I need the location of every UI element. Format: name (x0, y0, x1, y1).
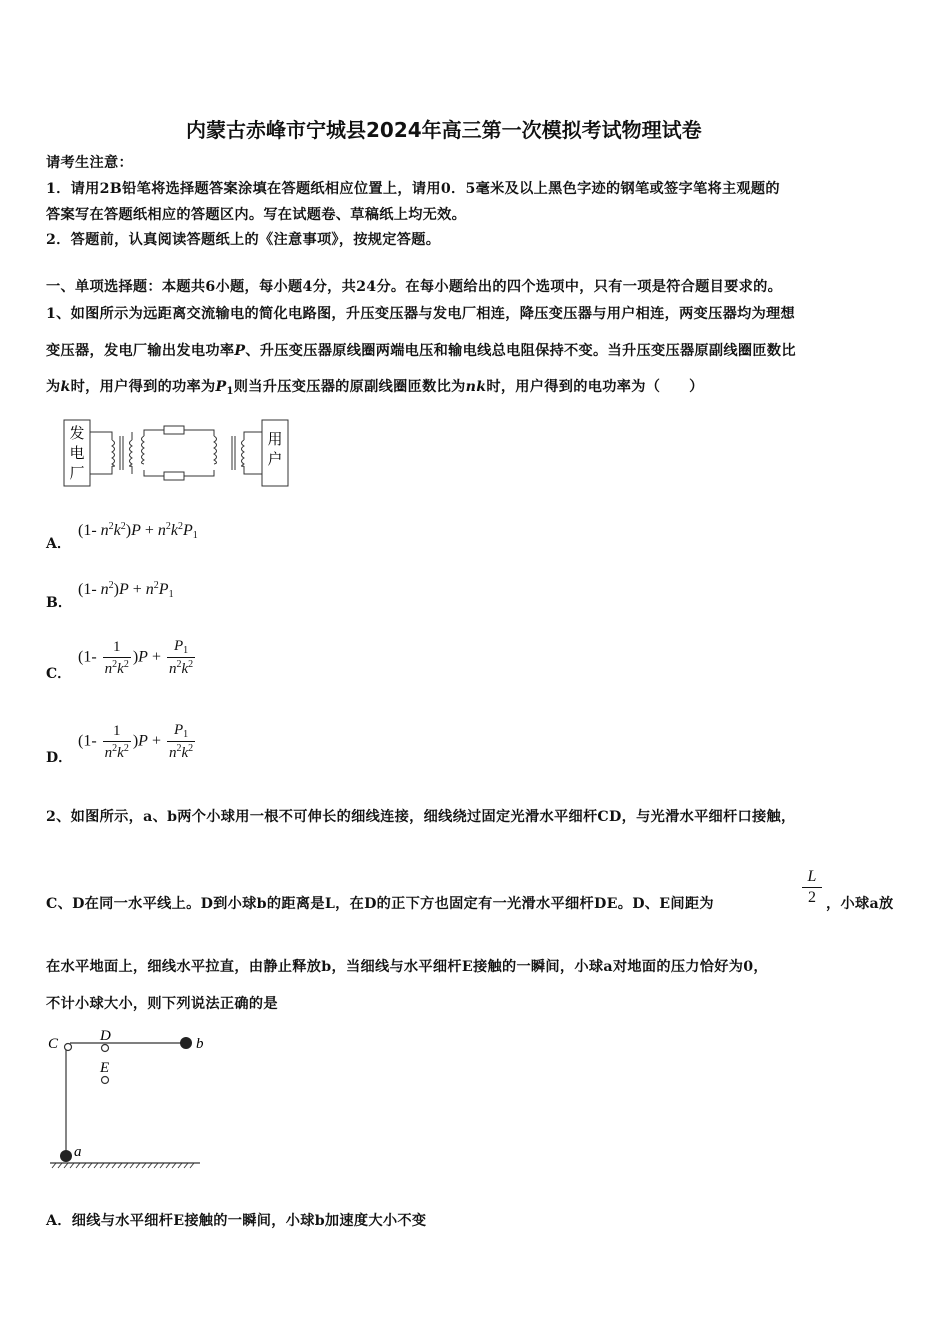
ball-b (180, 1037, 192, 1049)
notice-line-3: 2．答题前，认真阅读答题纸上的《注意事项》，按规定答题。 (46, 232, 441, 248)
section-heading: 一、单项选择题：本题共6小题，每小题4分，共24分。在每小题给出的四个选项中，只有一项是符合题目要求的。 (46, 279, 783, 295)
q1-line-3a: 为 (46, 379, 61, 395)
q2-line-1: 2、如图所示，a、b两个小球用一根不可伸长的细线连接，细线绕过固定光滑水平细杆CD，与光滑水平细杆口接触， (46, 809, 796, 825)
q1-option-b-label[interactable]: B． (46, 595, 72, 611)
rod-E (102, 1077, 109, 1084)
ground-hatching (52, 1163, 194, 1168)
label-D: D (100, 1028, 111, 1044)
q1-option-a-formula[interactable]: (1- $n^2k^2)P + n^2k^2P_1$ (78, 521, 198, 541)
q2-frac-den: 2 (808, 889, 816, 906)
q2-line-4: 不计小球大小，则下列说法正确的是 (46, 996, 278, 1012)
q1-line-1: 1、如图所示为远距离交流输电的简化电路图，升压变压器与发电厂相连，降压变压器与用户相连，两变压器均为理想 (46, 306, 796, 322)
label-C: C (48, 1036, 59, 1052)
q2-line-2a: C、D在同一水平线上。D到小球b的距离是L，在D的正下方也固定有一光滑水平细杆DE。D、E间距为 (46, 896, 714, 912)
q1-line-3 (46, 376, 704, 397)
line-resistor-top (164, 426, 184, 434)
var-k: k (60, 379, 71, 395)
q2-option-a[interactable]: A．细线与水平细杆E接触的一瞬间，小球b加速度大小不变 (46, 1213, 427, 1229)
q1-line-2 (46, 340, 796, 360)
rod-C (65, 1044, 72, 1051)
q2-line-3: 在水平地面上，细线水平拉直，由静止释放b，当细线与水平细杆E接触的一瞬间，小球a对地面的压力恰好为0， (46, 959, 768, 975)
label-E: E (100, 1060, 110, 1076)
q1-line-2b: 、升压变压器原线圈两端电压和输电线总电阻保持不变。当升压变压器原副线圈匝数比 (245, 343, 796, 359)
ball-a (60, 1150, 72, 1162)
q2-rod-ball-figure (44, 1026, 210, 1172)
stepdown-secondary-coil (242, 440, 245, 466)
power-plant-char-2: 电 (69, 446, 85, 462)
q1-option-d-formula[interactable]: (1- $\frac{1}{n^2k^2}$ )P + $\frac{P_1}{n^2k^2}$ (78, 722, 194, 761)
var-P1-sub: 1 (226, 386, 234, 397)
var-P1: P (215, 379, 227, 395)
notice-line-1: 1．请用2B铅笔将选择题答案涂填在答题纸相应位置上，请用0．5毫米及以上黑色字迹的钢笔或签字笔将主观题的 (46, 181, 780, 197)
stepup-secondary-coil (130, 440, 133, 466)
rod-D (102, 1045, 109, 1052)
power-plant-char-1: 发 (69, 426, 85, 442)
page-title: 内蒙古赤峰市宁城县2024年高三第一次模拟考试物理试卷 (186, 118, 702, 142)
q1-line-3b: 时，用户得到的功率为 (70, 379, 216, 395)
q1-option-c-formula[interactable]: (1- $\frac{1}{n^2k^2}$ )P + $\frac{P_1}{n^2k^2}$ (78, 638, 194, 677)
q2-line-2b: ，小球a放 (826, 896, 894, 912)
stepdown-primary-coil (214, 436, 217, 464)
q1-line-3c: 则当升压变压器的原副线圈匝数比为 (233, 379, 466, 395)
notice-heading: 请考生注意： (46, 155, 133, 171)
q1-option-b-formula[interactable]: (1- $n^2)P + n^2P_1$ (78, 580, 174, 600)
q1-option-d-label[interactable]: D． (46, 750, 73, 766)
q1-line-3d: 时，用户得到的电功率为（ ） (486, 379, 704, 395)
var-nk: nk (465, 379, 487, 395)
label-b: b (196, 1036, 204, 1052)
notice-line-2: 答案写在答题纸相应的答题区内。写在试题卷、草稿纸上均无效。 (46, 207, 467, 223)
var-P: P (234, 343, 246, 359)
transmission-circuit-figure (60, 418, 292, 490)
power-plant-char-3: 厂 (69, 466, 85, 482)
user-char-2: 户 (267, 452, 283, 468)
q2-frac-num: L (802, 868, 822, 888)
label-a: a (74, 1144, 82, 1160)
q1-option-c-label[interactable]: C． (46, 666, 72, 682)
stepup-primary-coil (112, 440, 115, 466)
q1-line-2a: 变压器，发电厂输出发电功率 (46, 343, 235, 359)
line-resistor-bottom (164, 472, 184, 480)
user-char-1: 用 (267, 432, 283, 448)
q1-option-a-label[interactable]: A． (46, 536, 71, 552)
q2-fraction-L-over-2 (802, 868, 822, 907)
